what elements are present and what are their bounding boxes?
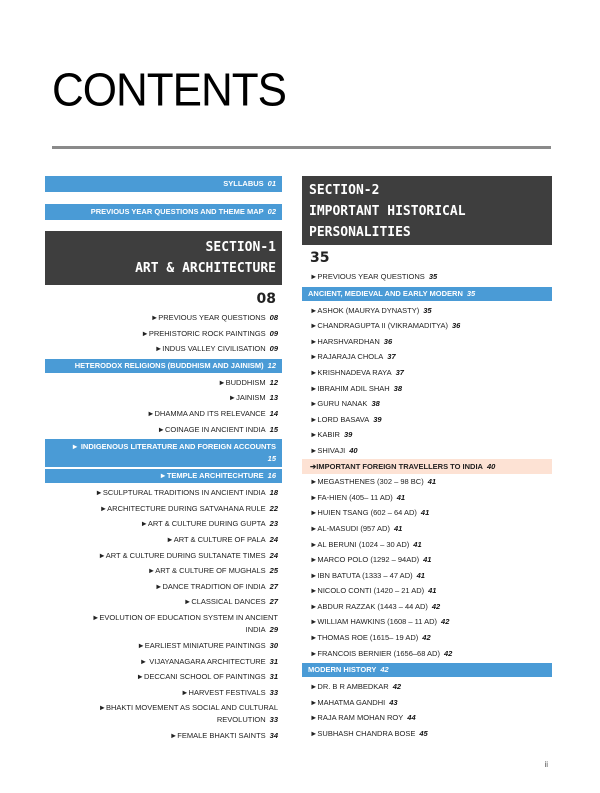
toc-category-bar[interactable] — [302, 287, 552, 301]
entry-page: 13 — [269, 393, 278, 403]
toc-entry[interactable] — [45, 669, 282, 685]
toc-entry[interactable] — [302, 679, 552, 695]
toc-entry[interactable] — [45, 422, 282, 438]
entry-page: 42 — [422, 633, 431, 643]
toc-highlight-entry[interactable] — [302, 459, 552, 475]
entry-page: 33 — [269, 715, 278, 725]
toc-entry[interactable] — [45, 594, 282, 610]
toc-entry[interactable] — [45, 501, 282, 517]
entry-page: 41 — [420, 508, 430, 518]
entry-label: ►ART & CULTURE OF MUGHALS — [147, 566, 266, 576]
entry-page: 40 — [349, 445, 358, 455]
toc-entry[interactable] — [302, 599, 552, 615]
entry-page: 35 — [423, 305, 432, 315]
entry-label: ►SHIVAJI — [310, 445, 346, 455]
entry-page: 12 — [267, 360, 276, 370]
entry-page: 16 — [267, 471, 276, 481]
entry-label: ►EARLIEST MINIATURE PAINTINGS — [137, 640, 266, 650]
toc-category-bar[interactable] — [302, 663, 552, 677]
entry-page: 08 — [269, 313, 278, 322]
toc-entry[interactable] — [302, 630, 552, 646]
entry-page: 41 — [393, 523, 403, 533]
entry-label: ►SUBHASH CHANDRA BOSE — [310, 729, 416, 739]
entry-label: ►ART & CULTURE DURING SULTANATE TIMES — [98, 550, 266, 560]
entry-page: 31 — [269, 672, 278, 682]
entry-label: ►MAHATMA GANDHI — [310, 697, 386, 707]
entry-page: 42 — [392, 682, 402, 692]
section-1-page: 08 — [256, 291, 276, 307]
entry-label: ►ABDUR RAZZAK (1443 – 44 AD) — [310, 601, 428, 611]
right-toc-list — [302, 269, 552, 742]
entry-label: ►BHAKTI MOVEMENT AS SOCIAL AND CULTURAL REVOLUTION — [98, 703, 278, 725]
entry-label: ►EVOLUTION OF EDUCATION SYSTEM IN ANCIENT INDIA — [91, 612, 278, 634]
entry-page: 43 — [389, 697, 398, 707]
entry-page: 45 — [419, 729, 428, 739]
toc-entry[interactable] — [302, 381, 552, 397]
entry-label: ►ARCHITECTURE DURING SATVAHANA RULE — [99, 503, 266, 513]
entry-label: ►ART & CULTURE OF PALA — [166, 534, 266, 544]
entry-page: 14 — [269, 408, 278, 418]
toc-entry[interactable] — [302, 334, 552, 350]
toc-entry[interactable] — [45, 516, 282, 532]
entry-page: 41 — [423, 555, 432, 565]
page-number: ii — [544, 760, 548, 769]
entry-label: ►FRANCOIS BERNIER (1656–68 AD) — [310, 648, 440, 658]
entry-page: 24 — [269, 534, 278, 544]
section-1-header[interactable] — [45, 231, 282, 285]
toc-entry[interactable] — [302, 552, 552, 568]
section-number: SECTION-1 — [205, 240, 276, 255]
entry-label: ►FA-HIEN (405– 11 AD) — [310, 492, 393, 502]
toc-entry[interactable] — [302, 583, 552, 599]
toc-entry[interactable] — [45, 310, 282, 326]
toc-entry[interactable] — [302, 490, 552, 506]
toc-entry[interactable] — [302, 349, 552, 365]
entry-label: ►RAJARAJA CHOLA — [310, 352, 384, 362]
section-2-page: 35 — [310, 250, 330, 266]
entry-label: ►KRISHNADEVA RAYA — [310, 367, 392, 377]
entry-label: HETERODOX RELIGIONS (BUDDHISM AND JAINISM) — [74, 360, 264, 370]
toc-entry[interactable] — [45, 563, 282, 579]
toc-category-bar[interactable] — [45, 359, 282, 373]
entry-page: 38 — [393, 383, 403, 393]
entry-page: 35 — [466, 288, 476, 298]
left-column — [45, 176, 282, 744]
entry-label: ►FEMALE BHAKTI SAINTS — [169, 731, 266, 741]
entry-page: 12 — [269, 377, 278, 387]
entry-label: ANCIENT, MEDIEVAL AND EARLY MODERN — [308, 288, 463, 298]
toc-entry[interactable] — [302, 568, 552, 584]
entry-page: 44 — [407, 713, 416, 723]
entry-label: ►HUIEN TSANG (602 – 64 AD) — [310, 508, 417, 518]
entry-label: ►DHAMMA AND ITS RELEVANCE — [147, 408, 266, 418]
entry-page: 29 — [269, 624, 278, 634]
entry-label: ► VIJAYANAGARA ARCHITECTURE — [139, 656, 266, 666]
entry-label: ►GURU NANAK — [310, 399, 368, 409]
toc-entry[interactable] — [302, 412, 552, 428]
entry-page: 40 — [486, 461, 496, 471]
toc-entry[interactable] — [302, 318, 552, 334]
title-divider — [52, 146, 551, 149]
entry-label: ➔IMPORTANT FOREIGN TRAVELLERS TO INDIA — [310, 461, 483, 471]
toc-entry[interactable] — [302, 396, 552, 412]
toc-entry[interactable] — [302, 427, 552, 443]
entry-label: ►JAINISM — [228, 393, 266, 403]
entry-label: ►NICOLO CONTI (1420 – 21 AD) — [310, 586, 425, 596]
entry-label: ►ASHOK (MAURYA DYNASTY) — [310, 305, 420, 315]
entry-label: ►DECCANI SCHOOL OF PAINTINGS — [136, 672, 266, 682]
entry-page: 31 — [269, 656, 278, 666]
toc-entry[interactable] — [302, 614, 552, 630]
entry-label: SYLLABUS — [223, 179, 264, 188]
section-number: SECTION-2 — [309, 183, 380, 198]
toc-entry[interactable] — [45, 326, 282, 342]
toc-entry[interactable] — [45, 485, 282, 501]
toc-entry[interactable] — [302, 726, 552, 742]
section-title: IMPORTANT HISTORICAL — [309, 204, 466, 219]
entry-page: 18 — [269, 488, 278, 498]
entry-page: 41 — [427, 477, 437, 487]
entry-label: ►PREVIOUS YEAR QUESTIONS — [150, 313, 266, 322]
entry-page: 42 — [431, 601, 441, 611]
entry-label: ►IBN BATUTA (1333 – 47 AD) — [310, 570, 413, 580]
entry-page: 33 — [269, 687, 278, 697]
toc-entry[interactable] — [45, 548, 282, 564]
entry-page: 27 — [269, 597, 278, 607]
entry-page: 09 — [269, 328, 278, 338]
entry-page: 22 — [269, 503, 278, 513]
entry-label: ►KABIR — [310, 430, 340, 440]
entry-label: ►TEMPLE ARCHITECHTURE — [159, 471, 264, 481]
toc-entry[interactable] — [45, 406, 282, 422]
entry-page: 39 — [373, 414, 382, 424]
entry-label: ►ART & CULTURE DURING GUPTA — [140, 519, 266, 529]
toc-entry-previous-year-questions[interactable] — [45, 204, 282, 220]
entry-page: 23 — [269, 519, 278, 529]
toc-entry[interactable] — [45, 728, 282, 744]
entry-label: PREVIOUS YEAR QUESTIONS AND THEME MAP — [90, 207, 264, 216]
toc-entry[interactable] — [45, 390, 282, 406]
entry-label: ►INDUS VALLEY CIVILISATION — [154, 344, 266, 354]
entry-label: ►DANCE TRADITION OF INDIA — [155, 581, 266, 591]
entry-label: ►THOMAS ROE (1615– 19 AD) — [310, 633, 419, 643]
entry-page: 02 — [267, 207, 276, 216]
toc-entry[interactable] — [302, 646, 552, 662]
entry-label: ►RAJA RAM MOHAN ROY — [310, 713, 404, 723]
toc-entry[interactable] — [302, 537, 552, 553]
entry-page: 25 — [269, 566, 278, 576]
entry-page: 42 — [380, 665, 389, 675]
toc-entry[interactable] — [302, 365, 552, 381]
entry-page: 41 — [416, 570, 425, 580]
toc-entry[interactable] — [302, 443, 552, 459]
entry-label: ►CHANDRAGUPTA II (VIKRAMADITYA) — [310, 321, 448, 331]
entry-page: 34 — [269, 731, 278, 741]
entry-page: 01 — [267, 179, 276, 188]
page-title: CONTENTS — [52, 64, 286, 117]
entry-label: ► INDIGENOUS LITERATURE AND FOREIGN ACCOUNTS — [71, 442, 276, 452]
toc-category-bar[interactable] — [45, 439, 282, 467]
section-title-line2: PERSONALITIES — [309, 225, 411, 240]
entry-page: 36 — [452, 321, 461, 331]
toc-entry[interactable] — [45, 638, 282, 654]
entry-page: 42 — [441, 617, 450, 627]
entry-page: 15 — [269, 424, 278, 434]
entry-page: 37 — [395, 367, 404, 377]
entry-page: 41 — [413, 539, 422, 549]
entry-label: ►CLASSICAL DANCES — [183, 597, 266, 607]
entry-page: 42 — [443, 648, 453, 658]
entry-page: 09 — [269, 344, 278, 354]
toc-entry[interactable] — [302, 695, 552, 711]
toc-entry[interactable] — [45, 610, 282, 638]
entry-page: 30 — [269, 640, 278, 650]
entry-label: ►DR. B R AMBEDKAR — [310, 682, 389, 692]
entry-label: ►BUDDHISM — [218, 377, 266, 387]
toc-entry[interactable] — [302, 303, 552, 319]
toc-entry[interactable] — [45, 700, 282, 728]
entry-label: ►COINAGE IN ANCIENT INDIA — [157, 424, 266, 434]
section-title: ART & ARCHITECTURE — [135, 261, 276, 276]
entry-page: 36 — [383, 336, 393, 346]
entry-page: 41 — [428, 586, 437, 596]
entry-page: 24 — [269, 550, 278, 560]
toc-entry[interactable] — [302, 505, 552, 521]
entry-label: MODERN HISTORY — [308, 665, 377, 675]
entry-page: 27 — [269, 581, 278, 591]
toc-entry[interactable] — [45, 579, 282, 595]
entry-page: 38 — [371, 399, 380, 409]
entry-page: 39 — [343, 430, 353, 440]
entry-label: ►MEGASTHENES (302 – 98 BC) — [310, 477, 424, 487]
entry-label: ►PREHISTORIC ROCK PAINTINGS — [141, 328, 266, 338]
left-toc-list — [45, 310, 282, 744]
toc-entry[interactable] — [302, 710, 552, 726]
entry-label: ►MARCO POLO (1292 – 94AD) — [310, 555, 420, 565]
entry-page: 37 — [387, 352, 396, 362]
entry-page: 41 — [396, 492, 406, 502]
entry-label: ►IBRAHIM ADIL SHAH — [310, 383, 390, 393]
toc-entry[interactable] — [302, 474, 552, 490]
entry-label: ►HARVEST FESTIVALS — [181, 687, 266, 697]
toc-entry[interactable] — [45, 532, 282, 548]
entry-label: ►SCULPTURAL TRADITIONS IN ANCIENT INDIA — [95, 488, 266, 498]
toc-entry[interactable] — [302, 521, 552, 537]
entry-page: 15 — [267, 454, 276, 464]
entry-page: 35 — [428, 272, 438, 281]
entry-label: ►AL-MASUDI (957 AD) — [310, 523, 390, 533]
toc-category-bar[interactable] — [45, 469, 282, 483]
toc-entry[interactable] — [45, 375, 282, 391]
toc-entry[interactable] — [45, 341, 282, 357]
toc-entry-syllabus[interactable] — [45, 176, 282, 192]
entry-label: ►HARSHVARDHAN — [310, 336, 380, 346]
toc-entry[interactable] — [45, 685, 282, 701]
entry-label: ►PREVIOUS YEAR QUESTIONS — [310, 272, 425, 281]
toc-entry[interactable] — [302, 269, 552, 285]
entry-label: ►LORD BASAVA — [310, 414, 370, 424]
entry-label: ►WILLIAM HAWKINS (1608 – 11 AD) — [310, 617, 438, 627]
toc-entry[interactable] — [45, 654, 282, 670]
section-2-header[interactable] — [302, 176, 552, 245]
right-column — [302, 176, 552, 742]
entry-label: ►AL BERUNI (1024 – 30 AD) — [310, 539, 410, 549]
